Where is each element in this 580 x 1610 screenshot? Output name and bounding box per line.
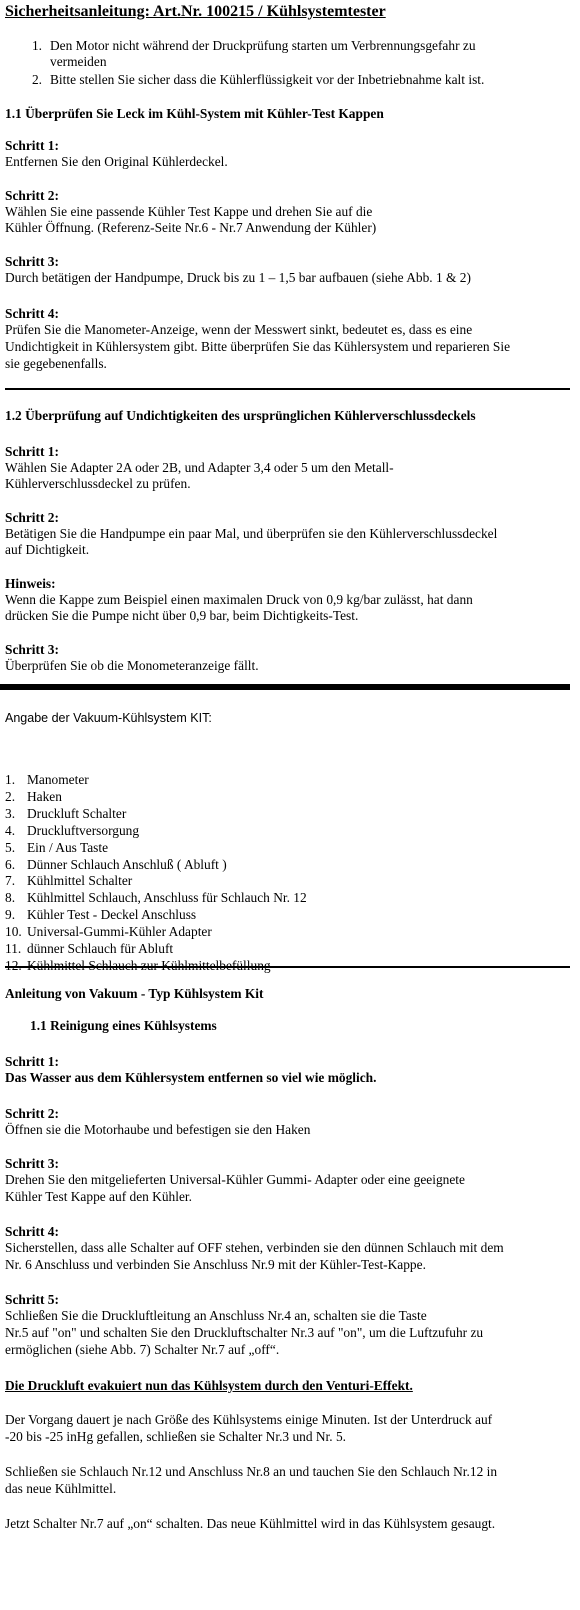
kit-part-number: 7. xyxy=(5,873,16,889)
step-text: Kühlerverschlussdeckel zu prüfen. xyxy=(5,476,191,491)
step-heading: Schritt 1: xyxy=(5,1054,59,1069)
vacuum-heading: Anleitung von Vakuum - Typ Kühlsystem Kit xyxy=(5,986,264,1001)
kit-part-number: 2. xyxy=(5,788,16,804)
step-text: Nr. 6 Anschluss und verbinden Sie Anschluss Nr.9 mit der Kühler-Test-Kappe. xyxy=(5,1257,426,1272)
step-text: Öffnen sie die Motorhaube und befestigen sie den Haken xyxy=(5,1122,311,1137)
step-text: Durch betätigen der Handpumpe, Druck bis zu 1 – 1,5 bar aufbauen (siehe Abb. 1 & 2) xyxy=(5,270,471,285)
step-text: Sicherstellen, dass alle Schalter auf OFF stehen, verbinden sie den dünnen Schlauch mit dem xyxy=(5,1240,504,1255)
step-text: Wählen Sie Adapter 2A oder 2B, und Adapter 3,4 oder 5 um den Metall- xyxy=(5,460,394,475)
paragraph-text: das neue Kühlmittel. xyxy=(5,1481,117,1496)
kit-part-number: 4. xyxy=(5,822,16,838)
step-text: Kühler Öffnung. (Referenz-Seite Nr.6 - Nr.7 Anwendung der Kühler) xyxy=(5,220,377,235)
step-heading: Schritt 4: xyxy=(5,306,59,321)
step-heading: Schritt 3: xyxy=(5,642,59,657)
kit-part-number: 6. xyxy=(5,856,16,872)
kit-part-label: Ein / Aus Taste xyxy=(27,839,109,855)
kit-part-number: 11. xyxy=(5,941,22,956)
document-title: Sicherheitsanleitung: Art.Nr. 100215 / Kühlsystemtester xyxy=(5,3,386,20)
step-heading: Schritt 2: xyxy=(5,510,59,525)
kit-part-label: Dünner Schlauch Anschluß ( Abluft ) xyxy=(27,856,227,872)
kit-part-number: 5. xyxy=(5,839,16,855)
kit-part-number: 1. xyxy=(5,772,16,787)
kit-part-label: Druckluft Schalter xyxy=(27,805,127,821)
step-text: Überprüfen Sie ob die Monometeranzeige fällt. xyxy=(5,658,259,673)
step-heading: Schritt 5: xyxy=(5,1292,59,1307)
step-text: Nr.5 auf "on" und schalten Sie den Druckluftschalter Nr.3 auf "on", um die Luftzufuhr zu xyxy=(5,1325,484,1340)
kit-part-label: Druckluftversorgung xyxy=(27,822,140,838)
note-text: Wenn die Kappe zum Beispiel einen maximalen Druck von 0,9 kg/bar zulässt, hat dann xyxy=(5,592,473,607)
kit-part-number: 3. xyxy=(5,805,16,821)
step-text: Drehen Sie den mitgelieferten Universal-Kühler Gummi- Adapter oder eine geeignete xyxy=(5,1172,465,1187)
divider xyxy=(5,388,570,390)
paragraph-text: Jetzt Schalter Nr.7 auf „on“ schalten. Das neue Kühlmittel wird in das Kühlsystem gesaugt. xyxy=(5,1516,496,1531)
kit-part-label: Kühler Test - Deckel Anschluss xyxy=(27,907,197,923)
step-text: auf Dichtigkeit. xyxy=(5,542,90,557)
kit-part-label: Universal-Gummi-Kühler Adapter xyxy=(27,924,212,940)
step-text: Kühler Test Kappe auf den Kühler. xyxy=(5,1189,192,1204)
step-text: Prüfen Sie die Manometer-Anzeige, wenn der Messwert sinkt, bedeutet es, dass es eine xyxy=(5,322,473,337)
step-text: Schließen Sie die Druckluftleitung an Anschluss Nr.4 an, schalten sie die Taste xyxy=(5,1308,427,1323)
step-heading: Schritt 1: xyxy=(5,444,59,459)
step-heading: Schritt 2: xyxy=(5,188,59,203)
section-1-1-heading: 1.1 Überprüfen Sie Leck im Kühl-System mit Kühler-Test Kappen xyxy=(5,106,384,121)
paragraph-text: -20 bis -25 inHg gefallen, schließen sie Schalter Nr.3 und Nr. 5. xyxy=(5,1429,347,1444)
step-text: Entfernen Sie den Original Kühlerdeckel. xyxy=(5,154,228,169)
kit-part-label: Kühlmittel Schlauch, Anschluss für Schlauch Nr. 12 xyxy=(27,890,307,906)
paragraph-text: Der Vorgang dauert je nach Größe des Kühlsystems einige Minuten. Ist der Unterdruck auf xyxy=(5,1412,493,1427)
step-heading: Schritt 3: xyxy=(5,1156,59,1171)
kit-part-label: dünner Schlauch für Abluft xyxy=(27,941,174,956)
step-heading: Schritt 1: xyxy=(5,138,59,153)
note-heading: Hinweis: xyxy=(5,576,56,591)
step-text: Wählen Sie eine passende Kühler Test Kappe und drehen Sie auf die xyxy=(5,204,373,219)
section-1-2-heading: 1.2 Überprüfung auf Undichtigkeiten des ursprünglichen Kühlerverschlussdeckels xyxy=(5,408,476,423)
document-page: Sicherheitsanleitung: Art.Nr. 100215 / Kühlsystemtester 1. Den Motor nicht während der Druckprüfung starten um Verbrennungsgefahr zu vermeiden 2. Bitte stellen Sie sicher dass die Kühlerflüssigkeit vor der Inbetriebnahme kalt ist. 1.1 Überprüfen Sie Leck im Kühl-System mit Kühler-Test Kappen Schritt 1: Entfernen Sie den Original Kühlerdeckel. Schritt 2: Wählen Sie eine passende Kühler Test Kappe und drehen Sie auf die Kühler Öffnung. (Referenz-Seite Nr.6 - Nr.7 Anwendung der Kühler) Schritt 3: Durch betätigen der Handpumpe, Druck bis zu 1 – 1,5 bar aufbauen (siehe Abb. 1 & 2) Schritt 4: Prüfen Sie die Manometer-Anzeige, wenn der Messwert sinkt, bedeutet es, dass es eine Undichtigkeit in Kühlersystem gibt. Bitte überprüfen Sie das Kühlersystem und reparieren Sie sie gegebenenfalls. 1.2 Überprüfung auf Undichtigkeiten des ursprünglichen Kühlerverschlussdeckels Schritt 1: Wählen Sie Adapter 2A oder 2B, und Adapter 3,4 oder 5 um den Metall- Kühlerverschlussdeckel zu prüfen. Schritt 2: Betätigen Sie die Handpumpe ein paar Mal, und überprüfen sie den Kühlerverschlussdeckel auf Dichtigkeit. Hinweis: Wenn die Kappe zum Beispiel einen maximalen Druck von 0,9 kg/bar zulässt, hat dann drücken Sie die Pumpe nicht über 0,9 bar, beim Dichtigkeits-Test. Schritt 3: Überprüfen Sie ob die Monometeranzeige fällt. Angabe der Vakuum-Kühlsystem KIT: 1. Manometer 2. Haken 3. Druckluft Schalter 4. Druckluftversorgung 5. Ein / Aus Taste 6. Dünner Schlauch Anschluß ( Abluft ) 7. Kühlmittel Schalter 8. Kühlmittel Schlauch, Anschluss für Schlauch Nr. 12 9. Kühler Test - Deckel Anschluss 10. Universal-Gummi-Kühler Adapter 11. dünner Schlauch für Abluft Anleitung von Vakuum - Typ Kühlsystem Kit 1.1 Reinigung eines Kühlsystems Schritt 1: Das Wasser aus dem Kühlersystem entfernen so viel wie möglich. Schritt 2: Öffnen sie die Motorhaube und befestigen sie den Haken Schritt 3: Drehen Sie den mitgelieferten Universal-Kühler Gummi- Adapter oder eine geeignete Kühler Test Kappe auf den Kühler. Schritt 4: Sicherstellen, dass alle Schalter auf OFF stehen, verbinden sie den dünnen Schlauch mit dem Nr. 6 Anschluss und verbinden Sie Anschluss Nr.9 mit der Kühler-Test-Kappe. Schritt 5: Schließen Sie die Druckluftleitung an Anschluss Nr.4 an, schalten sie die Taste Nr.5 auf "on" und schalten Sie den Druckluftschalter Nr.3 auf "on", um die Luftzufuhr zu ermöglichen (siehe Abb. 7) Schalter Nr.7 auf „off“. Die Druckluft evakuiert nun das Kühlsystem durch den Venturi-Effekt. Der Vorgang dauert je nach Größe des Kühlsystems einige Minuten. Ist der Unterdruck auf -20 bis -25 inHg gefallen, schließen sie Schalter Nr.3 und Nr. 5. Schließen sie Schlauch Nr.12 und Anschluss Nr.8 an und tauchen Sie den Schlauch Nr.12 in das neue Kühlmittel. Jetzt Schalter Nr.7 auf „on“ schalten. Das neue Kühlmittel wird in das Kühlsystem gesaugt. xyxy=(0,0,580,1610)
step-heading: Schritt 2: xyxy=(5,1106,59,1121)
step-text: ermöglichen (siehe Abb. 7) Schalter Nr.7 auf „off“. xyxy=(5,1342,280,1357)
kit-part-number: 9. xyxy=(5,907,16,923)
kit-intro: Angabe der Vakuum-Kühlsystem KIT: xyxy=(5,711,212,725)
kit-part-label: Manometer xyxy=(27,772,89,787)
step-heading: Schritt 4: xyxy=(5,1224,59,1239)
divider xyxy=(5,966,570,968)
kit-part-label: Haken xyxy=(27,788,62,804)
venturi-statement: Die Druckluft evakuiert nun das Kühlsystem durch den Venturi-Effekt. xyxy=(5,1378,413,1393)
step-text: Undichtigkeit in Kühlersystem gibt. Bitte überprüfen Sie das Kühlersystem und reparieren Sie xyxy=(5,339,511,354)
step-text: sie gegebenenfalls. xyxy=(5,356,107,371)
note-text: drücken Sie die Pumpe nicht über 0,9 bar, beim Dichtigkeits-Test. xyxy=(5,608,359,623)
kit-part-number: 10. xyxy=(5,924,22,940)
step-text: Das Wasser aus dem Kühlersystem entfernen so viel wie möglich. xyxy=(5,1070,377,1085)
vacuum-subheading: 1.1 Reinigung eines Kühlsystems xyxy=(30,1018,217,1033)
kit-part-number: 8. xyxy=(5,890,16,906)
step-heading: Schritt 3: xyxy=(5,254,59,269)
thick-divider xyxy=(0,684,570,690)
step-text: Betätigen Sie die Handpumpe ein paar Mal, und überprüfen sie den Kühlerverschlussdeckel xyxy=(5,526,498,541)
paragraph-text: Schließen sie Schlauch Nr.12 und Anschluss Nr.8 an und tauchen Sie den Schlauch Nr.12 in xyxy=(5,1464,498,1479)
kit-part-label: Kühlmittel Schalter xyxy=(27,873,133,889)
